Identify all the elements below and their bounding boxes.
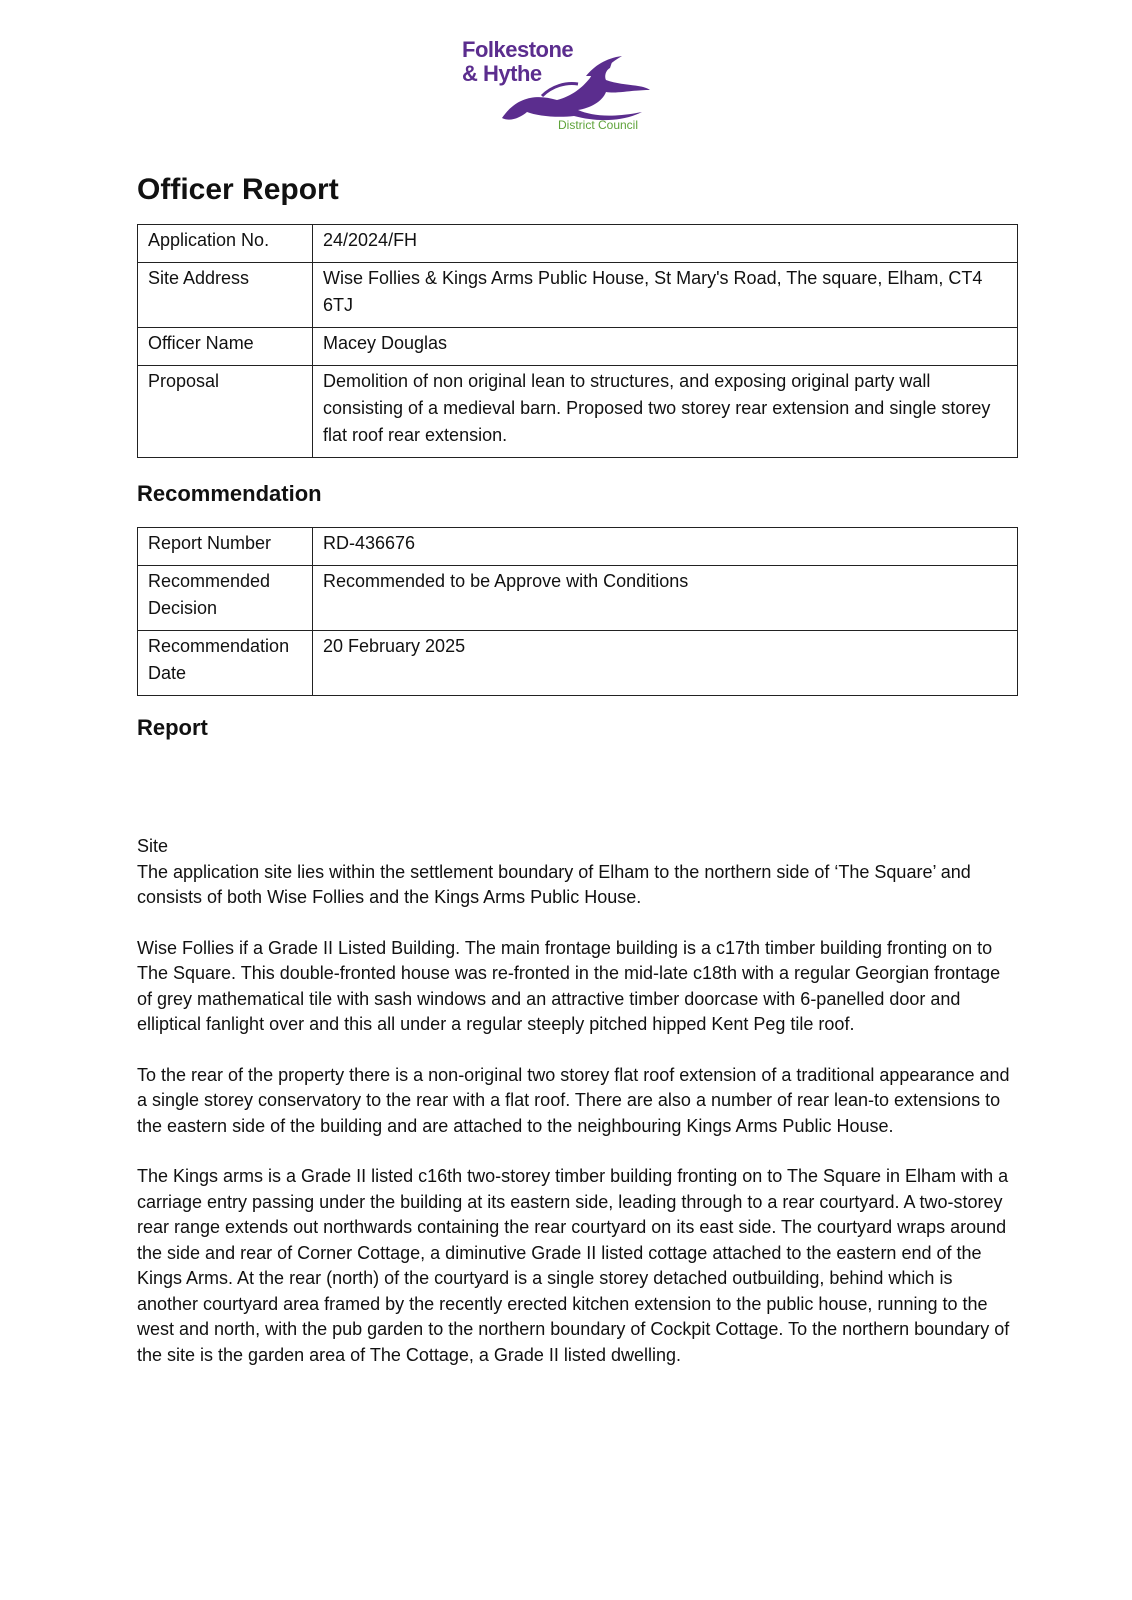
row-label: Officer Name xyxy=(138,328,313,366)
recommendation-table xyxy=(137,527,1018,696)
row-label: Proposal xyxy=(138,366,313,458)
report-heading: Report xyxy=(137,715,208,740)
horse-emblem-icon xyxy=(482,56,652,126)
report-paragraph: The application site lies within the settlement boundary of Elham to the northern side of ‘The Square’ and consists of both Wise Follies and the Kings Arms Public House. xyxy=(137,861,971,907)
page-title: Officer Report xyxy=(137,173,339,206)
row-label: Recommendation Date xyxy=(138,631,313,696)
application-details-table xyxy=(137,224,1018,458)
row-label: Site Address xyxy=(138,263,313,328)
site-subheading: Site xyxy=(137,836,169,856)
recommendation-heading: Recommendation xyxy=(137,481,322,506)
row-value: RD-436676 xyxy=(313,528,1018,566)
row-value: 24/2024/FH xyxy=(313,225,1018,263)
logo-subtitle: District Council xyxy=(558,118,639,132)
table-row xyxy=(138,263,1018,328)
row-label: Report Number xyxy=(138,528,313,566)
table-row xyxy=(138,566,1018,631)
report-paragraph: Wise Follies if a Grade II Listed Building. The main frontage building is a c17th timber building fronting on to The Square. This double-fronted house was re-fronted in the mid-late c18th with a regular Georgian frontage of grey mathematical tile with sash windows and an attractive timber doorcase with 6-panelled door and elliptical fanlight over and this all under a regular steeply pitched hipped Kent Peg tile roof. xyxy=(137,937,1001,1034)
row-value: 20 February 2025 xyxy=(313,631,1018,696)
logo-text-line1: Folkestone xyxy=(462,37,574,62)
row-value: Demolition of non original lean to structures, and exposing original party wall consisting of a medieval barn. Proposed two storey rear extension and single storey flat roof rear extension. xyxy=(313,366,1018,458)
row-label: Application No. xyxy=(138,225,313,263)
report-body xyxy=(137,834,1017,1393)
report-paragraph: To the rear of the property there is a non-original two storey flat roof extension of a traditional appearance and a single storey conservatory to the rear with a flat roof. There are also a number of rear lean-to extensions to the eastern side of the building and are attached to the neighbouring Kings Arms Public House. xyxy=(137,1064,1010,1136)
table-row xyxy=(138,328,1018,366)
council-logo xyxy=(462,36,662,136)
row-value: Macey Douglas xyxy=(313,328,1018,366)
row-value: Wise Follies & Kings Arms Public House, St Mary's Road, The square, Elham, CT4 6TJ xyxy=(313,263,1018,328)
logo-text-line2: & Hythe xyxy=(462,61,542,86)
table-row xyxy=(138,225,1018,263)
table-row xyxy=(138,528,1018,566)
row-label: Recommended Decision xyxy=(138,566,313,631)
report-paragraph: The Kings arms is a Grade II listed c16th two-storey timber building fronting on to The Square in Elham with a carriage entry passing under the building at its eastern side, leading through to a rear courtyard. A two-storey rear range extends out northwards containing the rear courtyard on its east side. The courtyard wraps around the side and rear of Corner Cottage, a diminutive Grade II listed cottage attached to the eastern end of the Kings Arms. At the rear (north) of the courtyard is a single storey detached outbuilding, behind which is another courtyard area framed by the recently erected kitchen extension to the public house, running to the west and north, with the pub garden to the northern boundary of Cockpit Cottage. To the northern boundary of the site is the garden area of The Cottage, a Grade II listed dwelling. xyxy=(137,1166,1010,1365)
row-value: Recommended to be Approve with Conditions xyxy=(313,566,1018,631)
table-row xyxy=(138,366,1018,458)
table-row xyxy=(138,631,1018,696)
